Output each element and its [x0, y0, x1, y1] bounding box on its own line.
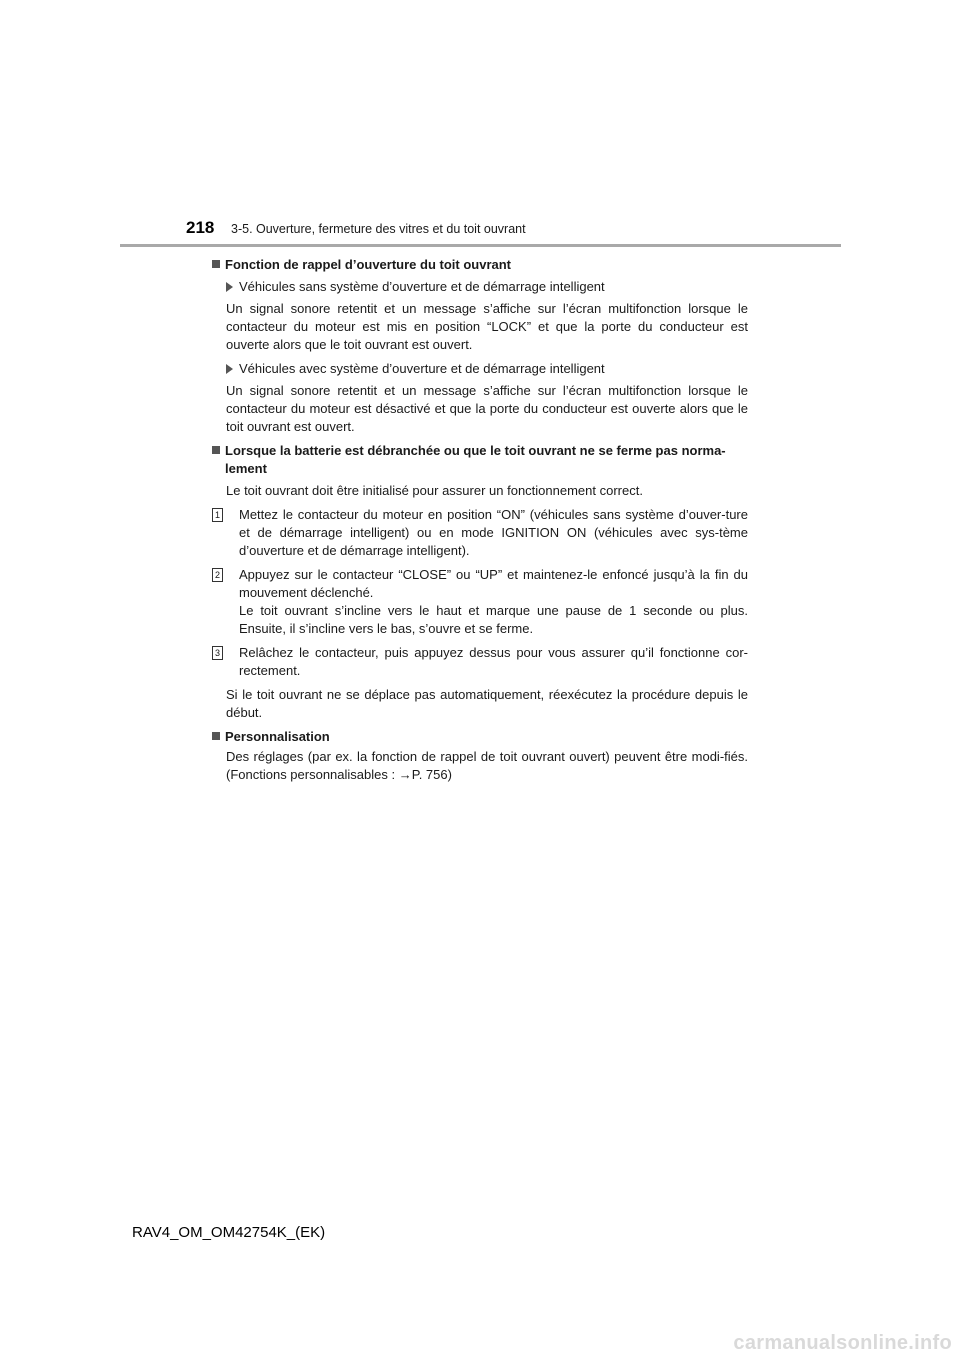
paragraph: Si le toit ouvrant ne se déplace pas automatiquement, réexécutez la procédure depuis le début.	[226, 687, 748, 720]
section-heading: Personnalisation	[225, 729, 330, 744]
paragraph: Le toit ouvrant doit être initialisé pour assurer un fonctionnement correct.	[226, 483, 643, 498]
sub-heading-row	[226, 360, 748, 378]
sub-heading: Véhicules sans système d’ouverture et de démarrage intelligent	[239, 279, 605, 294]
page-content	[212, 256, 748, 790]
step-text: Relâchez le contacteur, puis appuyez dessus pour vous assurer qu’il fonctionne cor-rectement.	[239, 645, 748, 678]
triangle-bullet-icon	[226, 364, 233, 374]
paragraph: Un signal sonore retentit et un message s’affiche sur l’écran multifonction lorsque le contacteur du moteur est désactivé et que la porte du conducteur est ouverte alors que le toit ouvrant est ouvert.	[226, 383, 748, 434]
paragraph: Des réglages (par ex. la fonction de rappel de toit ouvrant ouvert) peuvent être modi-fiés. (Fonctions personnalisables : →P. 756)	[226, 749, 748, 782]
step-number: 3	[212, 646, 223, 660]
step-text: Mettez le contacteur du moteur en position “ON” (véhicules sans système d’ouver-ture et de démarrage intelligent) ou en mode IGNITION ON (véhicules avec sys-tème d’ouverture et de démarrage intelligent).	[239, 507, 748, 558]
section-rappel	[212, 256, 748, 436]
step-number: 2	[212, 568, 223, 582]
page-number: 218	[186, 218, 215, 237]
square-bullet-icon	[212, 260, 220, 268]
step-number: 1	[212, 508, 223, 522]
section-personnalisation	[212, 728, 748, 784]
step-text-line: Le toit ouvrant s’incline vers le haut et marque une pause de 1 seconde ou plus. Ensuite, il s’incline vers le bas, s’ouvre et se ferme.	[239, 603, 748, 636]
paragraph: Un signal sonore retentit et un message s’affiche sur l’écran multifonction lorsque le contacteur du moteur est mis en position “LOCK” et que la porte du conducteur est ouverte alors que le toit ouvrant est ouvert.	[226, 301, 748, 352]
heading-row	[212, 728, 748, 746]
watermark: carmanualsonline.info	[733, 1332, 952, 1354]
chapter-title: 3-5. Ouverture, fermeture des vitres et du toit ouvrant	[231, 222, 526, 236]
heading-row	[212, 442, 748, 478]
step-2	[212, 566, 748, 638]
step-3	[212, 644, 748, 680]
footer-model-code: RAV4_OM_OM42754K_(EK)	[132, 1224, 326, 1241]
step-text-line: Appuyez sur le contacteur “CLOSE” ou “UP” et maintenez-le enfoncé jusqu’à la fin du mouvement déclenché.	[239, 567, 748, 600]
section-heading: Lorsque la batterie est débranchée ou que le toit ouvrant ne se ferme pas norma-lement	[225, 443, 726, 476]
step-1	[212, 506, 748, 560]
header-rule	[120, 244, 841, 247]
heading-row	[212, 256, 748, 274]
section-heading: Fonction de rappel d’ouverture du toit ouvrant	[225, 257, 512, 272]
triangle-bullet-icon	[226, 282, 233, 292]
section-batterie	[212, 442, 748, 722]
sub-heading: Véhicules avec système d’ouverture et de démarrage intelligent	[239, 361, 605, 376]
sub-heading-row	[226, 278, 748, 296]
square-bullet-icon	[212, 446, 220, 454]
step-text	[239, 566, 748, 638]
square-bullet-icon	[212, 732, 220, 740]
